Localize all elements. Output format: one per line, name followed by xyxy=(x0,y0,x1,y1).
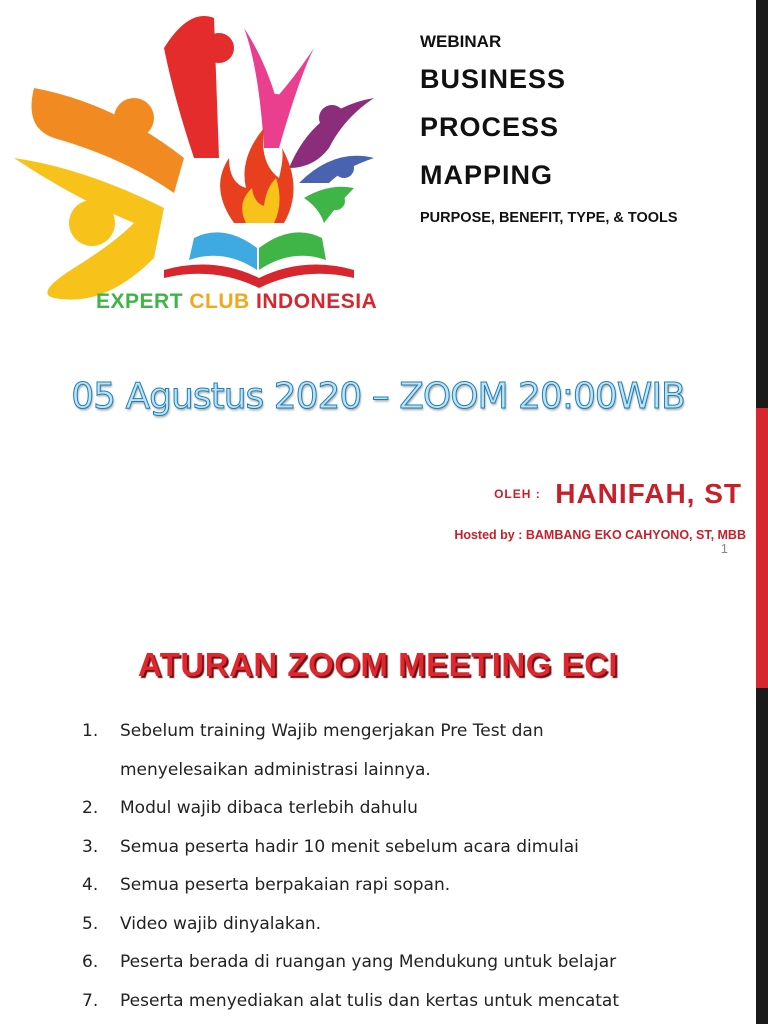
rule-number: 2. xyxy=(82,798,99,818)
rule-text: Semua peserta hadir 10 menit sebelum acara dimulai xyxy=(120,836,579,857)
page-number: 1 xyxy=(720,541,728,556)
logo-figure-pink xyxy=(244,28,314,148)
rule-item xyxy=(82,712,619,751)
logo-head-yellow xyxy=(69,200,115,246)
rule-number: 4. xyxy=(82,875,99,895)
logo-book-right xyxy=(259,232,326,270)
rule-text: menyelesaikan administrasi lainnya. xyxy=(120,759,431,780)
webinar-label: WEBINAR xyxy=(420,32,502,51)
scrollbar-thumb[interactable] xyxy=(756,408,768,688)
logo-head-purple xyxy=(319,105,345,131)
rule-item xyxy=(82,905,619,944)
rule-text: Modul wajib dibaca terlebih dahulu xyxy=(120,798,418,818)
logo-head-pink xyxy=(262,94,290,122)
logo-head-green xyxy=(327,192,345,210)
rule-number: 5. xyxy=(82,913,99,934)
subtitle: PURPOSE, BENEFIT, TYPE, & TOOLS xyxy=(420,210,678,226)
scrollbar-track-top xyxy=(756,0,768,408)
rule-number: 3. xyxy=(82,836,99,857)
presenter-name: HANIFAH, ST xyxy=(555,478,742,509)
rule-number: 7. xyxy=(82,990,99,1011)
rules-list xyxy=(82,712,619,1020)
logo-book-left xyxy=(189,232,257,270)
rule-item xyxy=(82,866,619,905)
rules-title: ATURAN ZOOM MEETING ECI xyxy=(137,646,619,683)
expert-club-logo xyxy=(14,8,394,328)
rule-text: Peserta menyediakan alat tulis dan kertas untuk mencatat xyxy=(120,990,620,1011)
rule-text: Peserta berada di ruangan yang Mendukung untuk belajar xyxy=(120,952,617,972)
rule-text: Video wajib dinyalakan. xyxy=(120,913,322,934)
title-line-3: MAPPING xyxy=(420,160,554,190)
rule-number: 6. xyxy=(82,952,99,972)
logo-head-orange xyxy=(114,98,154,138)
logo-text-expert: EXPERT xyxy=(96,290,184,313)
slide-2 xyxy=(0,600,756,1024)
rule-item xyxy=(82,982,619,1021)
presenter xyxy=(494,478,742,510)
rule-text: Sebelum training Wajib mengerjakan Pre Test dan xyxy=(120,721,544,741)
rule-item xyxy=(82,828,619,867)
logo-text xyxy=(96,290,377,314)
rule-item xyxy=(82,751,619,790)
logo-text-club: CLUB xyxy=(189,290,250,313)
date-line: 05 Agustus 2020 – ZOOM 20:00WIB xyxy=(71,376,685,417)
rule-number: 1. xyxy=(82,721,99,741)
presenter-label: OLEH : xyxy=(494,487,541,501)
rule-item xyxy=(82,943,619,982)
logo-head-red xyxy=(204,33,234,63)
rule-item xyxy=(82,789,619,828)
title-line-1: BUSINESS xyxy=(420,64,567,94)
host-line: Hosted by : BAMBANG EKO CAHYONO, ST, MBB xyxy=(454,528,746,542)
title-line-2: PROCESS xyxy=(420,112,560,142)
logo-text-indonesia: INDONESIA xyxy=(256,290,378,313)
logo-head-blue xyxy=(334,158,354,178)
scrollbar-track-bottom xyxy=(756,688,768,1024)
rule-text: Semua peserta berpakaian rapi sopan. xyxy=(120,875,451,895)
